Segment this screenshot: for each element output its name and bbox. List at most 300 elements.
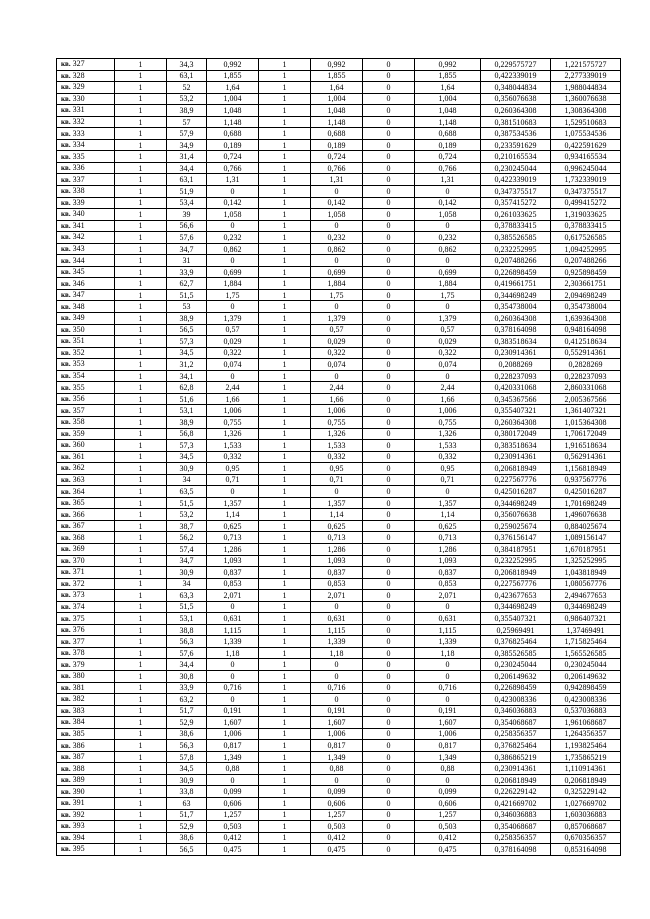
area-cell: 57 xyxy=(167,116,207,128)
col-h-cell: 0,074 xyxy=(415,359,481,371)
col-b-cell: 1 xyxy=(115,359,167,371)
col-h-cell: 0,189 xyxy=(415,139,481,151)
col-g-cell: 0 xyxy=(363,705,415,717)
table-row xyxy=(57,220,621,232)
apartment-label: кв. 379 xyxy=(61,659,85,669)
table-row xyxy=(57,520,621,532)
table-row xyxy=(57,555,621,567)
area-cell: 34 xyxy=(167,578,207,590)
col-g-cell: 0 xyxy=(363,798,415,810)
col-i-cell: 0,420331068 xyxy=(481,382,551,394)
col-g-cell: 0 xyxy=(363,740,415,752)
apartment-cell xyxy=(57,105,115,117)
table-row xyxy=(57,347,621,359)
col-g-cell: 0 xyxy=(363,532,415,544)
table-row xyxy=(57,717,621,729)
table-row xyxy=(57,313,621,325)
apartment-cell xyxy=(57,186,115,198)
apartment-cell xyxy=(57,70,115,82)
col-d-cell: 1,607 xyxy=(207,717,259,729)
col-f-cell: 0,57 xyxy=(311,324,363,336)
area-cell: 31,4 xyxy=(167,151,207,163)
area-cell: 56,5 xyxy=(167,844,207,856)
total-cell: 0,562914361 xyxy=(551,451,621,463)
col-f-cell: 1,326 xyxy=(311,428,363,440)
area-cell: 57,6 xyxy=(167,647,207,659)
area-cell: 31 xyxy=(167,255,207,267)
apartment-label: кв. 389 xyxy=(61,775,85,785)
col-f-cell: 1,004 xyxy=(311,93,363,105)
col-h-cell: 1,884 xyxy=(415,278,481,290)
col-i-cell: 0,25969491 xyxy=(481,624,551,636)
col-h-cell: 0,475 xyxy=(415,844,481,856)
table-row xyxy=(57,463,621,475)
total-cell: 0,422591629 xyxy=(551,139,621,151)
apartment-label: кв. 346 xyxy=(61,278,85,288)
col-h-cell: 0,688 xyxy=(415,128,481,140)
area-cell: 63,1 xyxy=(167,70,207,82)
table-row xyxy=(57,590,621,602)
area-cell: 51,6 xyxy=(167,393,207,405)
col-b-cell: 1 xyxy=(115,590,167,602)
col-g-cell: 0 xyxy=(363,486,415,498)
col-d-cell: 0 xyxy=(207,659,259,671)
apartment-label: кв. 340 xyxy=(61,209,85,219)
col-d-cell: 0,817 xyxy=(207,740,259,752)
apartment-label: кв. 363 xyxy=(61,474,85,484)
col-h-cell: 1,349 xyxy=(415,751,481,763)
col-i-cell: 0,227567776 xyxy=(481,578,551,590)
apartment-cell xyxy=(57,567,115,579)
table-row xyxy=(57,798,621,810)
col-i-cell: 0,384187951 xyxy=(481,543,551,555)
apartment-cell xyxy=(57,798,115,810)
col-g-cell: 0 xyxy=(363,497,415,509)
col-d-cell: 0,837 xyxy=(207,567,259,579)
col-e-cell: 1 xyxy=(259,832,311,844)
apartment-cell xyxy=(57,624,115,636)
apartment-label: кв. 351 xyxy=(61,336,85,346)
table-row xyxy=(57,474,621,486)
col-b-cell: 1 xyxy=(115,694,167,706)
col-b-cell: 1 xyxy=(115,636,167,648)
table-row xyxy=(57,601,621,613)
total-cell: 0,934165534 xyxy=(551,151,621,163)
col-e-cell: 1 xyxy=(259,694,311,706)
col-b-cell: 1 xyxy=(115,59,167,71)
col-d-cell: 1,855 xyxy=(207,70,259,82)
col-f-cell: 0,992 xyxy=(311,59,363,71)
apartment-label: кв. 328 xyxy=(61,70,85,80)
col-d-cell: 1,115 xyxy=(207,624,259,636)
col-b-cell: 1 xyxy=(115,601,167,613)
col-i-cell: 0,378833415 xyxy=(481,220,551,232)
total-cell: 1,715825464 xyxy=(551,636,621,648)
col-e-cell: 1 xyxy=(259,740,311,752)
apartment-label: кв. 367 xyxy=(61,521,85,531)
area-cell: 38,7 xyxy=(167,520,207,532)
total-cell: 1,075534536 xyxy=(551,128,621,140)
col-b-cell: 1 xyxy=(115,128,167,140)
table-row xyxy=(57,359,621,371)
col-h-cell: 0 xyxy=(415,255,481,267)
col-f-cell: 1,339 xyxy=(311,636,363,648)
col-b-cell: 1 xyxy=(115,774,167,786)
col-d-cell: 1,048 xyxy=(207,105,259,117)
area-cell: 34,1 xyxy=(167,370,207,382)
col-e-cell: 1 xyxy=(259,197,311,209)
col-d-cell: 1,884 xyxy=(207,278,259,290)
area-cell: 33,8 xyxy=(167,786,207,798)
area-cell: 34,5 xyxy=(167,763,207,775)
area-cell: 51,7 xyxy=(167,809,207,821)
col-e-cell: 1 xyxy=(259,786,311,798)
table-row xyxy=(57,232,621,244)
col-d-cell: 0,625 xyxy=(207,520,259,532)
col-f-cell: 1,66 xyxy=(311,393,363,405)
total-cell: 1,529510683 xyxy=(551,116,621,128)
area-cell: 53,2 xyxy=(167,509,207,521)
col-g-cell: 0 xyxy=(363,278,415,290)
col-g-cell: 0 xyxy=(363,116,415,128)
area-cell: 51,9 xyxy=(167,186,207,198)
col-f-cell: 1,006 xyxy=(311,728,363,740)
total-cell: 1,37469491 xyxy=(551,624,621,636)
col-i-cell: 0,354068687 xyxy=(481,821,551,833)
col-e-cell: 1 xyxy=(259,578,311,590)
apartment-label: кв. 336 xyxy=(61,163,85,173)
table-row xyxy=(57,809,621,821)
table-row xyxy=(57,728,621,740)
col-i-cell: 0,230914361 xyxy=(481,347,551,359)
col-g-cell: 0 xyxy=(363,382,415,394)
apartment-label: кв. 331 xyxy=(61,105,85,115)
col-e-cell: 1 xyxy=(259,151,311,163)
apartment-label: кв. 386 xyxy=(61,740,85,750)
col-g-cell: 0 xyxy=(363,105,415,117)
total-cell: 0,552914361 xyxy=(551,347,621,359)
col-e-cell: 1 xyxy=(259,186,311,198)
area-cell: 63,5 xyxy=(167,486,207,498)
col-f-cell: 0,766 xyxy=(311,162,363,174)
col-f-cell: 1,607 xyxy=(311,717,363,729)
col-g-cell: 0 xyxy=(363,370,415,382)
col-f-cell: 0,688 xyxy=(311,128,363,140)
col-h-cell: 0 xyxy=(415,601,481,613)
area-cell: 38,9 xyxy=(167,313,207,325)
apartment-cell xyxy=(57,844,115,856)
col-i-cell: 0,422339019 xyxy=(481,70,551,82)
col-e-cell: 1 xyxy=(259,416,311,428)
col-b-cell: 1 xyxy=(115,186,167,198)
col-b-cell: 1 xyxy=(115,543,167,555)
col-f-cell: 0,699 xyxy=(311,266,363,278)
apartment-label: кв. 355 xyxy=(61,382,85,392)
col-i-cell: 0,232252995 xyxy=(481,243,551,255)
apartment-cell xyxy=(57,82,115,94)
table-row xyxy=(57,93,621,105)
col-b-cell: 1 xyxy=(115,717,167,729)
col-b-cell: 1 xyxy=(115,162,167,174)
col-f-cell: 0 xyxy=(311,486,363,498)
col-i-cell: 0,346036883 xyxy=(481,809,551,821)
col-f-cell: 0 xyxy=(311,186,363,198)
area-cell: 34,7 xyxy=(167,243,207,255)
col-h-cell: 2,44 xyxy=(415,382,481,394)
area-cell: 34,7 xyxy=(167,555,207,567)
total-cell: 1,089156147 xyxy=(551,532,621,544)
col-e-cell: 1 xyxy=(259,116,311,128)
col-d-cell: 1,093 xyxy=(207,555,259,567)
area-cell: 30,9 xyxy=(167,774,207,786)
apartment-cell xyxy=(57,509,115,521)
col-i-cell: 0,387534536 xyxy=(481,128,551,140)
apartment-label: кв. 388 xyxy=(61,763,85,773)
apartment-label: кв. 341 xyxy=(61,220,85,230)
col-i-cell: 0,357415272 xyxy=(481,197,551,209)
col-g-cell: 0 xyxy=(363,162,415,174)
area-cell: 52 xyxy=(167,82,207,94)
apartment-cell xyxy=(57,520,115,532)
total-cell: 1,735865219 xyxy=(551,751,621,763)
table-row xyxy=(57,59,621,71)
apartment-cell xyxy=(57,601,115,613)
col-h-cell: 1,533 xyxy=(415,440,481,452)
col-e-cell: 1 xyxy=(259,105,311,117)
apartment-label: кв. 330 xyxy=(61,93,85,103)
col-b-cell: 1 xyxy=(115,428,167,440)
total-cell: 1,961068687 xyxy=(551,717,621,729)
apartment-cell xyxy=(57,128,115,140)
apartment-cell xyxy=(57,543,115,555)
col-h-cell: 1,379 xyxy=(415,313,481,325)
table-row xyxy=(57,705,621,717)
apartment-cell xyxy=(57,209,115,221)
col-h-cell: 0,029 xyxy=(415,336,481,348)
area-cell: 34,3 xyxy=(167,59,207,71)
area-cell: 56,8 xyxy=(167,428,207,440)
col-b-cell: 1 xyxy=(115,116,167,128)
apartment-cell xyxy=(57,405,115,417)
total-cell: 1,043818949 xyxy=(551,567,621,579)
apartment-cell xyxy=(57,220,115,232)
total-cell: 0,206149632 xyxy=(551,670,621,682)
col-h-cell: 1,048 xyxy=(415,105,481,117)
total-cell: 1,325252995 xyxy=(551,555,621,567)
apartment-cell xyxy=(57,162,115,174)
col-e-cell: 1 xyxy=(259,220,311,232)
col-d-cell: 0,029 xyxy=(207,336,259,348)
total-cell: 1,193825464 xyxy=(551,740,621,752)
col-h-cell: 1,14 xyxy=(415,509,481,521)
apartment-label: кв. 338 xyxy=(61,186,85,196)
col-e-cell: 1 xyxy=(259,751,311,763)
col-i-cell: 0,260364308 xyxy=(481,416,551,428)
col-g-cell: 0 xyxy=(363,520,415,532)
apartment-cell xyxy=(57,255,115,267)
area-cell: 34,4 xyxy=(167,659,207,671)
table-row xyxy=(57,786,621,798)
col-d-cell: 0,57 xyxy=(207,324,259,336)
apartment-cell xyxy=(57,393,115,405)
col-d-cell: 0 xyxy=(207,220,259,232)
col-b-cell: 1 xyxy=(115,624,167,636)
apartment-label: кв. 387 xyxy=(61,752,85,762)
apartment-cell xyxy=(57,359,115,371)
col-h-cell: 0,71 xyxy=(415,474,481,486)
col-i-cell: 0,346036883 xyxy=(481,705,551,717)
col-h-cell: 0,232 xyxy=(415,232,481,244)
col-b-cell: 1 xyxy=(115,578,167,590)
col-b-cell: 1 xyxy=(115,705,167,717)
col-f-cell: 0,817 xyxy=(311,740,363,752)
col-d-cell: 0,232 xyxy=(207,232,259,244)
col-h-cell: 0,412 xyxy=(415,832,481,844)
col-g-cell: 0 xyxy=(363,636,415,648)
col-e-cell: 1 xyxy=(259,301,311,313)
col-i-cell: 0,226229142 xyxy=(481,786,551,798)
col-d-cell: 0,713 xyxy=(207,532,259,544)
col-b-cell: 1 xyxy=(115,209,167,221)
area-cell: 57,9 xyxy=(167,128,207,140)
area-cell: 56,5 xyxy=(167,324,207,336)
table-row xyxy=(57,624,621,636)
total-cell: 0,325229142 xyxy=(551,786,621,798)
col-g-cell: 0 xyxy=(363,751,415,763)
col-b-cell: 1 xyxy=(115,659,167,671)
col-e-cell: 1 xyxy=(259,174,311,186)
col-d-cell: 1,349 xyxy=(207,751,259,763)
col-h-cell: 0,95 xyxy=(415,463,481,475)
col-e-cell: 1 xyxy=(259,763,311,775)
col-h-cell: 0 xyxy=(415,220,481,232)
col-d-cell: 0 xyxy=(207,370,259,382)
area-cell: 51,5 xyxy=(167,289,207,301)
total-cell: 2,860331068 xyxy=(551,382,621,394)
col-e-cell: 1 xyxy=(259,659,311,671)
apartment-label: кв. 366 xyxy=(61,509,85,519)
apartment-cell xyxy=(57,682,115,694)
apartment-cell xyxy=(57,313,115,325)
col-f-cell: 0,322 xyxy=(311,347,363,359)
col-i-cell: 0,380172049 xyxy=(481,428,551,440)
apartment-label: кв. 392 xyxy=(61,809,85,819)
apartment-label: кв. 381 xyxy=(61,682,85,692)
col-f-cell: 1,286 xyxy=(311,543,363,555)
col-i-cell: 0,232252995 xyxy=(481,555,551,567)
col-d-cell: 0 xyxy=(207,601,259,613)
col-i-cell: 0,356076638 xyxy=(481,93,551,105)
col-g-cell: 0 xyxy=(363,139,415,151)
col-f-cell: 0,713 xyxy=(311,532,363,544)
col-i-cell: 0,260364308 xyxy=(481,105,551,117)
total-cell: 1,156818949 xyxy=(551,463,621,475)
col-e-cell: 1 xyxy=(259,243,311,255)
col-b-cell: 1 xyxy=(115,763,167,775)
total-cell: 0,499415272 xyxy=(551,197,621,209)
col-b-cell: 1 xyxy=(115,243,167,255)
area-cell: 56,3 xyxy=(167,740,207,752)
area-cell: 57,3 xyxy=(167,440,207,452)
col-h-cell: 0,625 xyxy=(415,520,481,532)
col-f-cell: 0 xyxy=(311,301,363,313)
apartment-cell xyxy=(57,647,115,659)
col-d-cell: 1,14 xyxy=(207,509,259,521)
col-i-cell: 0,228237093 xyxy=(481,370,551,382)
col-g-cell: 0 xyxy=(363,763,415,775)
col-b-cell: 1 xyxy=(115,809,167,821)
col-i-cell: 0,230914361 xyxy=(481,451,551,463)
apartment-cell xyxy=(57,717,115,729)
col-b-cell: 1 xyxy=(115,647,167,659)
col-d-cell: 0,189 xyxy=(207,139,259,151)
apartment-cell xyxy=(57,555,115,567)
col-e-cell: 1 xyxy=(259,728,311,740)
table-row xyxy=(57,832,621,844)
area-cell: 63 xyxy=(167,798,207,810)
col-f-cell: 0,332 xyxy=(311,451,363,463)
table-row xyxy=(57,116,621,128)
apartment-label: кв. 378 xyxy=(61,648,85,658)
total-cell: 0,425016287 xyxy=(551,486,621,498)
col-d-cell: 1,31 xyxy=(207,174,259,186)
col-b-cell: 1 xyxy=(115,93,167,105)
area-cell: 38,6 xyxy=(167,832,207,844)
total-cell: 0,996245044 xyxy=(551,162,621,174)
col-d-cell: 1,18 xyxy=(207,647,259,659)
apartment-cell xyxy=(57,809,115,821)
total-cell: 0,228237093 xyxy=(551,370,621,382)
apartment-label: кв. 356 xyxy=(61,394,85,404)
col-d-cell: 1,66 xyxy=(207,393,259,405)
col-i-cell: 0,206818949 xyxy=(481,463,551,475)
col-g-cell: 0 xyxy=(363,393,415,405)
col-i-cell: 0,419661751 xyxy=(481,278,551,290)
col-d-cell: 1,75 xyxy=(207,289,259,301)
col-e-cell: 1 xyxy=(259,347,311,359)
col-i-cell: 0,356076638 xyxy=(481,509,551,521)
total-cell: 0,857068687 xyxy=(551,821,621,833)
col-d-cell: 0,332 xyxy=(207,451,259,463)
col-e-cell: 1 xyxy=(259,59,311,71)
col-g-cell: 0 xyxy=(363,786,415,798)
col-d-cell: 0,88 xyxy=(207,763,259,775)
col-h-cell: 0,699 xyxy=(415,266,481,278)
apartment-cell xyxy=(57,289,115,301)
area-cell: 30,9 xyxy=(167,567,207,579)
area-cell: 53,1 xyxy=(167,613,207,625)
col-g-cell: 0 xyxy=(363,405,415,417)
total-cell: 1,319033625 xyxy=(551,209,621,221)
table-row xyxy=(57,740,621,752)
total-cell: 0,937567776 xyxy=(551,474,621,486)
apartment-label: кв. 395 xyxy=(61,844,85,854)
col-g-cell: 0 xyxy=(363,463,415,475)
col-d-cell: 1,006 xyxy=(207,728,259,740)
col-f-cell: 0,503 xyxy=(311,821,363,833)
table-row xyxy=(57,382,621,394)
table-row xyxy=(57,197,621,209)
col-f-cell: 0,755 xyxy=(311,416,363,428)
col-d-cell: 0,716 xyxy=(207,682,259,694)
apartment-label: кв. 391 xyxy=(61,798,85,808)
apartment-cell xyxy=(57,694,115,706)
col-e-cell: 1 xyxy=(259,636,311,648)
col-e-cell: 1 xyxy=(259,682,311,694)
total-cell: 1,496076638 xyxy=(551,509,621,521)
apartment-cell xyxy=(57,821,115,833)
col-d-cell: 1,326 xyxy=(207,428,259,440)
